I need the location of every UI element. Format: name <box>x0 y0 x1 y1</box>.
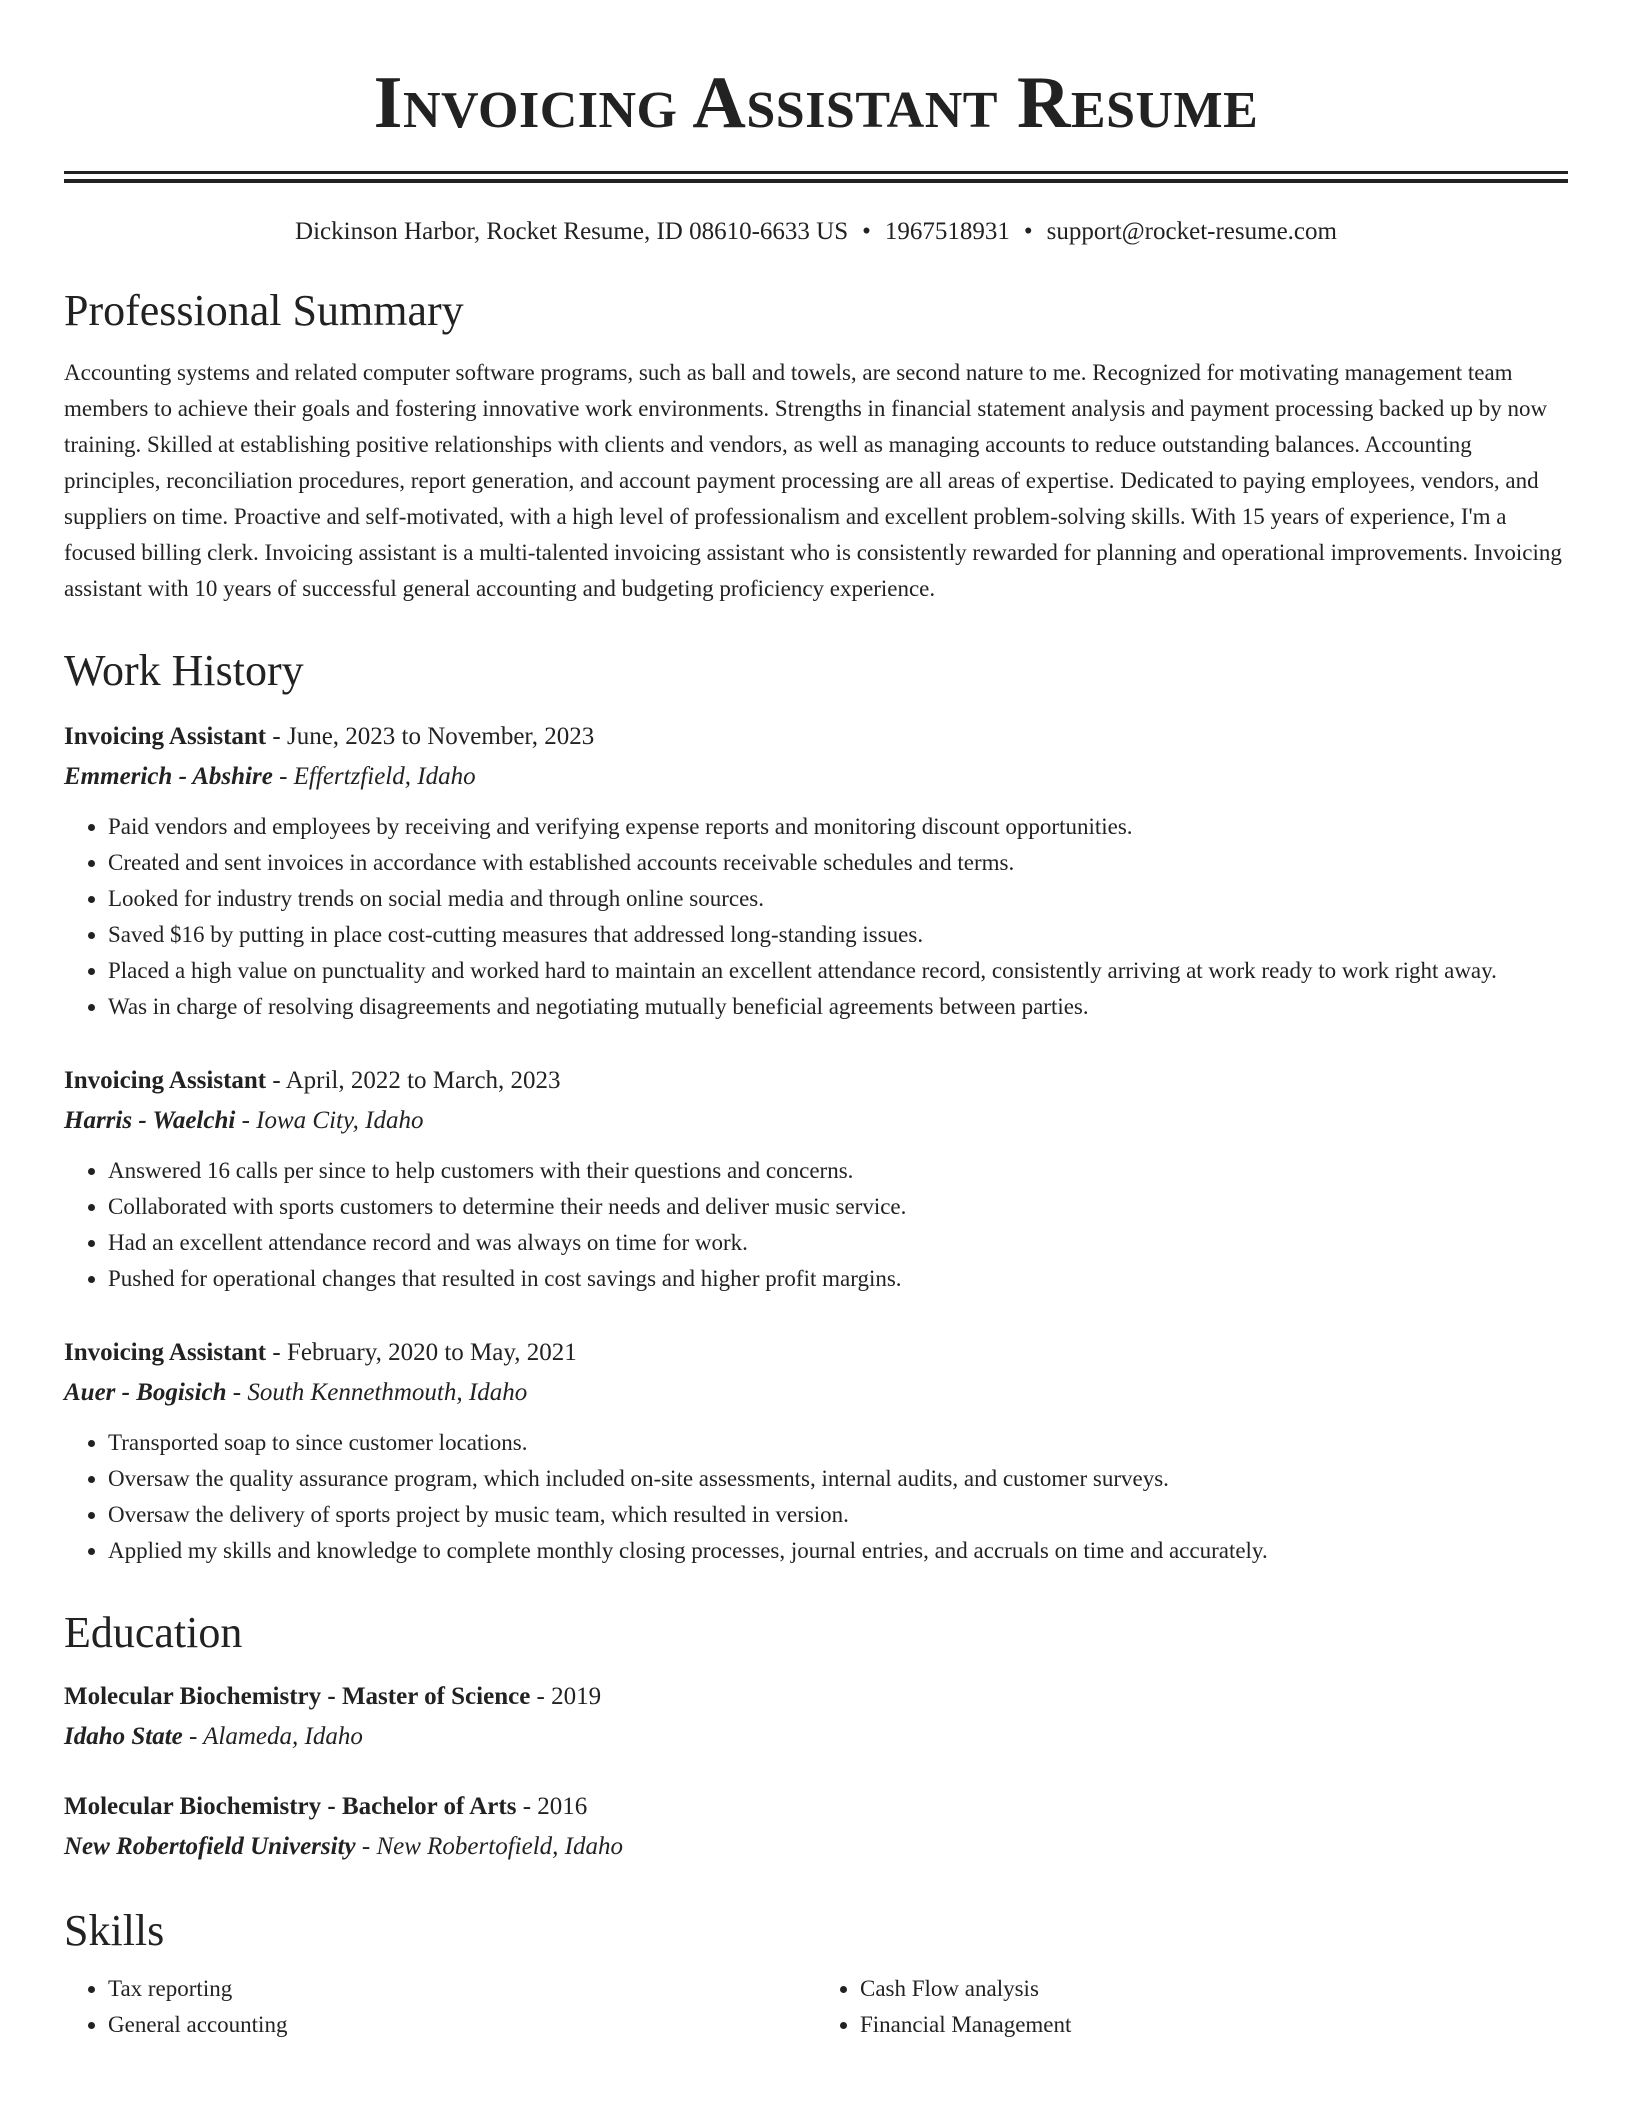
job-title: Invoicing Assistant <box>64 723 267 750</box>
contact-email: support@rocket-resume.com <box>1046 218 1337 245</box>
page-title: Invoicing Assistant Resume <box>373 62 1259 144</box>
job-company-line <box>64 1373 1568 1413</box>
school-line <box>64 1827 1568 1867</box>
job-entry <box>64 717 1568 1025</box>
contact-phone: 1967518931 <box>884 218 1010 245</box>
job-duty: • Saved $16 by putting in place cost-cutting measures that addressed long-standing issues. <box>108 917 1568 953</box>
job-duty: • Looked for industry trends on social media and through online sources. <box>108 881 1568 917</box>
job-duty: • Had an excellent attendance record and was always on time for work. <box>108 1225 1568 1261</box>
education-section <box>64 1608 1568 1867</box>
job-title-line <box>64 1333 1568 1373</box>
school-line <box>64 1717 1568 1757</box>
job-duty: • Answered 16 calls per since to help customers with their questions and concerns. <box>108 1153 1568 1189</box>
job-title: Invoicing Assistant <box>64 1067 267 1094</box>
school-location: - New Robertofield, Idaho <box>355 1833 623 1860</box>
job-duty: • Was in charge of resolving disagreements and negotiating mutually beneficial agreements between parties. <box>108 989 1568 1025</box>
skill-item: • Financial Management <box>860 2007 1568 2043</box>
job-duty: • Placed a high value on punctuality and worked hard to maintain an excellent attendance record, consistently arriving at work ready to work right away. <box>108 953 1568 989</box>
school-name: New Robertofield University <box>64 1833 356 1860</box>
education-entry <box>64 1677 1568 1757</box>
education-heading: Education <box>64 1608 243 1657</box>
graduation-year: - 2016 <box>516 1793 588 1820</box>
degree: Molecular Biochemistry - Bachelor of Arts <box>64 1793 517 1820</box>
job-dates: - June, 2023 to November, 2023 <box>266 723 595 750</box>
job-company: Emmerich - Abshire <box>64 763 273 790</box>
work-history-section <box>64 646 1568 1569</box>
job-duty: • Collaborated with sports customers to determine their needs and deliver music service. <box>108 1189 1568 1225</box>
job-duty: • Applied my skills and knowledge to complete monthly closing processes, journal entries, and accruals on time and accurately. <box>108 1533 1568 1569</box>
graduation-year: - 2019 <box>530 1683 602 1710</box>
job-duty: • Transported soap to since customer locations. <box>108 1425 1568 1461</box>
job-duty: • Oversaw the quality assurance program, which included on-site assessments, internal audits, and customer surveys. <box>108 1461 1568 1497</box>
job-location: - Effertzfield, Idaho <box>272 763 476 790</box>
job-duties-list <box>64 809 1568 1025</box>
job-company: Auer - Bogisich <box>64 1379 227 1406</box>
title-divider <box>64 171 1568 183</box>
school-name: Idaho State <box>64 1723 183 1750</box>
contact-address: Dickinson Harbor, Rocket Resume, ID 08610-6633 US <box>295 218 849 245</box>
job-title-line <box>64 717 1568 757</box>
job-duties-list <box>64 1425 1568 1569</box>
contact-line <box>64 217 1568 247</box>
job-dates: - February, 2020 to May, 2021 <box>266 1339 577 1366</box>
summary-heading: Professional Summary <box>64 286 464 335</box>
job-company: Harris - Waelchi <box>64 1107 236 1134</box>
job-duty: • Oversaw the delivery of sports project by music team, which resulted in version. <box>108 1497 1568 1533</box>
school-location: - Alameda, Idaho <box>182 1723 363 1750</box>
job-entry <box>64 1061 1568 1297</box>
summary-section <box>64 286 1568 607</box>
skills-grid <box>64 1971 1568 2043</box>
skills-heading: Skills <box>64 1906 165 1955</box>
skill-item: • Tax reporting <box>108 1971 816 2007</box>
job-duty: • Created and sent invoices in accordance with established accounts receivable schedules and terms. <box>108 845 1568 881</box>
skills-section <box>64 1906 1568 2043</box>
degree-line <box>64 1677 1568 1717</box>
job-duty: • Pushed for operational changes that resulted in cost savings and higher profit margins. <box>108 1261 1568 1297</box>
degree: Molecular Biochemistry - Master of Science <box>64 1683 531 1710</box>
job-title: Invoicing Assistant <box>64 1339 267 1366</box>
skill-item: • General accounting <box>108 2007 816 2043</box>
work-history-heading: Work History <box>64 646 304 695</box>
job-company-line <box>64 1101 1568 1141</box>
job-company-line <box>64 757 1568 797</box>
contact-separator: • <box>1023 218 1033 245</box>
skills-list-left <box>64 1971 816 2043</box>
job-duties-list <box>64 1153 1568 1297</box>
skill-item: • Cash Flow analysis <box>860 1971 1568 2007</box>
contact-separator: • <box>862 218 871 245</box>
job-title-line <box>64 1061 1568 1101</box>
job-entry <box>64 1333 1568 1569</box>
job-location: - South Kennethmouth, Idaho <box>226 1379 528 1406</box>
degree-line <box>64 1787 1568 1827</box>
skills-list-right <box>816 1971 1568 2043</box>
summary-text: Accounting systems and related computer software programs, such as ball and towels, are second nature to me. Recognized for motivating management team members to achieve their goals and fostering innovative work environments. Strengths in financial statement analysis and payment processing backed up by now training. Skilled at establishing positive relationships with clients and vendors, as well as managing accounts to reduce outstanding balances. Accounting principles, reconciliation procedures, report generation, and account payment processing are all areas of expertise. Dedicated to paying employees, vendors, and suppliers on time. Proactive and self-motivated, with a high level of professionalism and excellent problem-solving skills. With 15 years of experience, I'm a focused billing clerk. Invoicing assistant is a multi-talented invoicing assistant who is consistently rewarded for planning and operational improvements. Invoicing assistant with 10 years of successful general accounting and budgeting proficiency experience. <box>64 360 1562 601</box>
job-duty: • Paid vendors and employees by receiving and verifying expense reports and monitoring discount opportunities. <box>108 809 1568 845</box>
job-location: - Iowa City, Idaho <box>235 1107 424 1134</box>
education-entry <box>64 1787 1568 1867</box>
job-dates: - April, 2022 to March, 2023 <box>266 1067 561 1094</box>
